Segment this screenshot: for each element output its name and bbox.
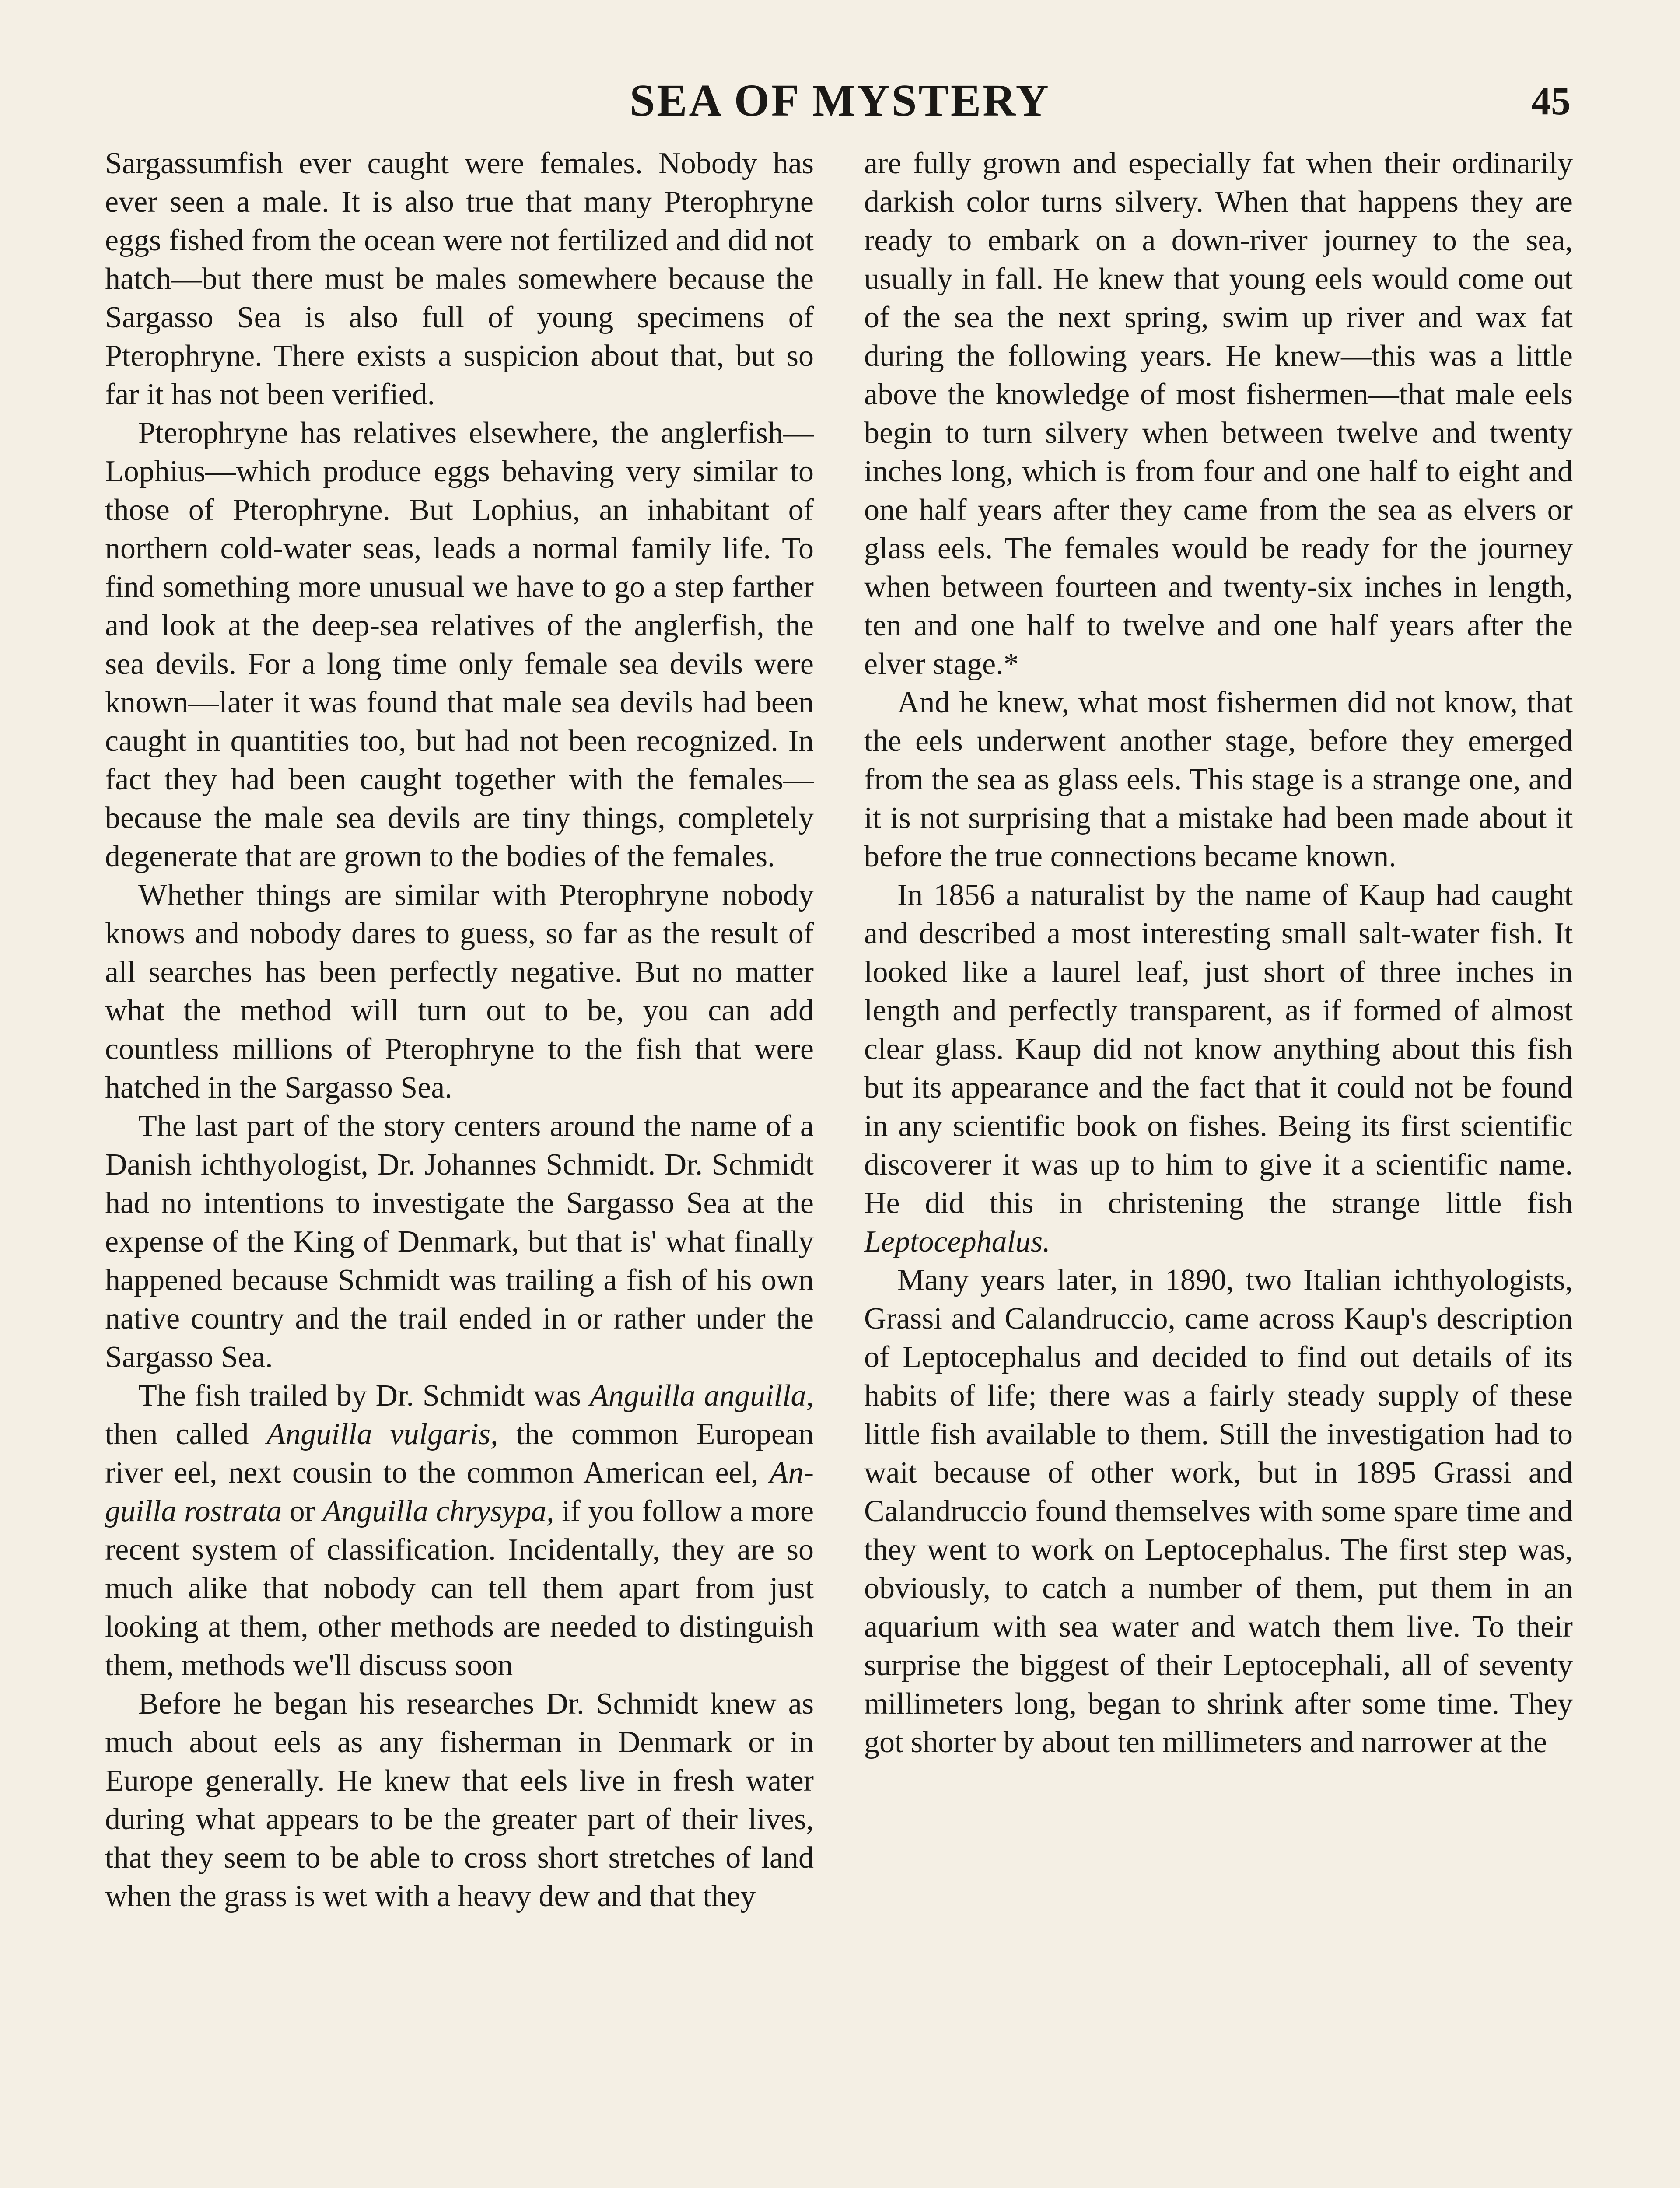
text-run: if you follow a more recent system of classification. Incidentally, they are so much alike that nobody can tell them apart from just looking at them, other methods are needed to distinguish them, methods we'll discuss soon bbox=[105, 1494, 814, 1682]
page-number: 45 bbox=[1531, 80, 1571, 123]
paragraph-schmidt: The last part of the story centers around the name of a Danish ichthyologist, Dr. Johannes Schmidt. Dr. Schmidt had no intentions to investigate the Sargasso Sea at the expense of the King of Denmark, but that is' what finally happened because Schmidt was trailing a fish of his own native country and the trail ended in or rather under the Sargasso Sea. bbox=[105, 1109, 814, 1374]
species-name: Anguilla anguilla, bbox=[590, 1379, 814, 1413]
paragraph-schmidt-knowledge: Before he began his researches Dr. Schmidt knew as much about eels as any fisherman in Denmark or in Europe generally. He knew that eels live in fresh water during what appears to be the greater part of their lives, that they seem to be able to cross short stretches of land when the grass is wet with a heavy dew and that they bbox=[105, 1687, 814, 1913]
paragraph-kaup bbox=[864, 876, 1573, 1261]
text-run: then called bbox=[105, 1417, 267, 1451]
paragraph-eel-life: are fully grown and especially fat when their ordinarily darkish color turns silvery. When that happens they are ready to embark on a down-river journey to the sea, usually in fall. He knew that young eels would come out of the sea the next spring, swim up river and wax fat during the following years. He knew—this was a little above the knowledge of most fishermen—that male eels begin to turn silvery when between twelve and twenty inches long, which is from four and one half to eight and one half years after they came from the sea as elvers or glass eels. The females would be ready for the journey when between fourteen and twenty-six inches in length, ten and one half to twelve and one half years after the elver stage.* bbox=[864, 147, 1573, 681]
right-column bbox=[864, 144, 1573, 1762]
text-run: The fish trailed by Dr. Schmidt was bbox=[138, 1379, 590, 1413]
paragraph-grassi-calandruccio: Many years later, in 1890, two Italian ichthyologists, Grassi and Calandruccio, came across Kaup's description of Leptocephalus and decided to find out details of its habits of life; there was a fairly steady supply of these little fish available to them. Still the investigation had to wait because of other work, but in 1895 Grassi and Calandruccio found themselves with some spare time and they went to work on Leptocephalus. The first step was, obviously, to catch a number of them, put them in an aquarium with sea water and watch them live. To their surprise the biggest of their Leptocephali, all of seventy millimeters long, began to shrink after some time. They got shorter by about ten millimeters and narrower at the bbox=[864, 1263, 1573, 1759]
paragraph-eel-species bbox=[105, 1377, 814, 1685]
paragraph-anglerfish: Pterophryne has relatives elsewhere, the anglerfish—Lophius—which produce eggs behaving very similar to those of Pterophryne. But Lophius, an inhabitant of northern cold-water seas, leads a normal family life. To find something more unusual we have to go a step farther and look at the deep-sea relatives of the anglerfish, the sea devils. For a long time only female sea devils were known—later it was found that male sea devils had been caught in quantities too, but had not been recognized. In fact they had been caught together with the females—because the male sea devils are tiny things, completely degenerate that are grown to the bodies of the females. bbox=[105, 416, 814, 873]
text-run: or bbox=[282, 1494, 323, 1528]
genus-name: Leptocephalus. bbox=[864, 1225, 1050, 1259]
species-name: Anguilla chrysypa, bbox=[322, 1494, 554, 1528]
paragraph-sargassumfish: Sargassumfish ever caught were females. Nobody has ever seen a male. It is also true that many Pterophryne eggs fished from the ocean were not fertilized and did not hatch—but there must be males somewhere because the Sargasso Sea is also full of young specimens of Pterophryne. There exists a suspicion about that, but so far it has not been verified. bbox=[105, 147, 814, 411]
paragraph-pterophryne: Whether things are similar with Pterophryne nobody knows and nobody dares to guess, so far as the result of all searches has been perfectly negative. But no matter what the method will turn out to be, you can add countless millions of Pterophryne to the fish that were hatched in the Sargasso Sea. bbox=[105, 878, 814, 1105]
running-title: SEA OF MYSTERY bbox=[630, 75, 1050, 126]
species-name: Anguilla vulgaris, bbox=[266, 1417, 498, 1451]
text-run: the common European river eel, next cousin to the common American eel, bbox=[105, 1417, 814, 1490]
species-name: Anguilla rostrata bbox=[105, 1456, 814, 1528]
left-column bbox=[105, 144, 814, 1916]
page-header bbox=[0, 74, 1680, 140]
paragraph-glass-eels: And he knew, what most fishermen did not know, that the eels underwent another stage, before they emerged from the sea as glass eels. This stage is a strange one, and it is not surprising that a mistake had been made about it before the true connections became known. bbox=[864, 686, 1573, 873]
text-run: In 1856 a naturalist by the name of Kaup had caught and described a most interesting small salt-water fish. It looked like a laurel leaf, just short of three inches in length and perfectly transparent, as if formed of almost clear glass. Kaup did not know anything about this fish but its appearance and the fact that it could not be found in any scientific book on fishes. Being its first scientific discoverer it was up to him to give it a scientific name. He did this in christening the strange little fish bbox=[864, 878, 1573, 1220]
